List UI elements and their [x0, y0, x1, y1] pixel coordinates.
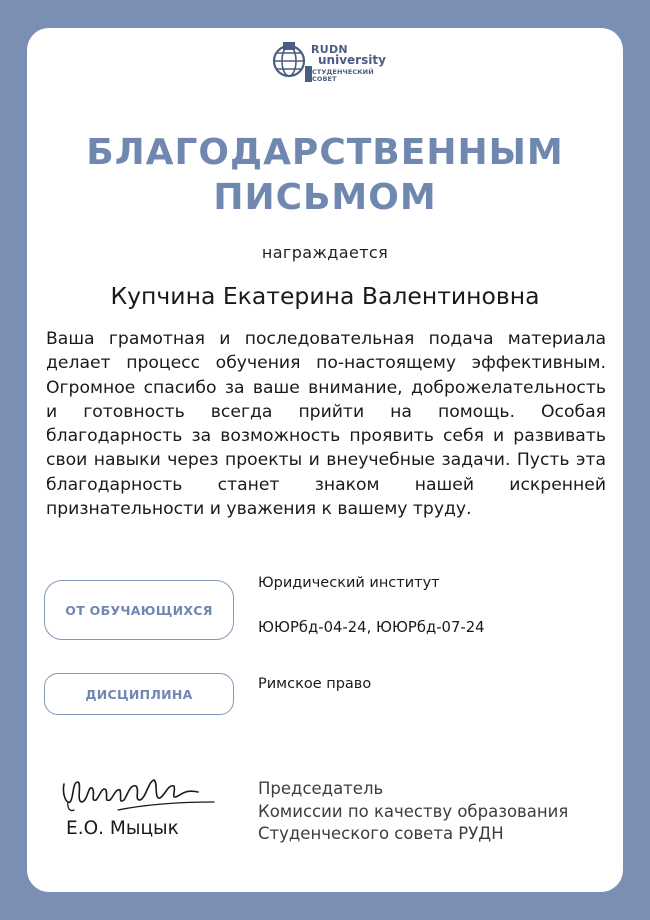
logo-university-text: university — [318, 53, 386, 67]
rudn-student-council-logo — [270, 40, 386, 86]
signatory-position — [258, 778, 618, 846]
student-groups: ЮЮРбд-04-24, ЮЮРбд-07-24 — [258, 619, 485, 636]
position-line2: Комиссии по качеству образования — [258, 801, 569, 821]
globe-emblem-icon — [270, 40, 314, 84]
institute-name: Юридический институт — [258, 575, 440, 591]
position-line3: Студенческого совета РУДН — [258, 824, 504, 843]
recipient-name: Купчина Екатерина Валентиновна — [110, 282, 540, 310]
discipline-name: Римское право — [258, 676, 372, 692]
awarded-label: награждается — [261, 243, 389, 262]
title-line1: БЛАГОДАРСТВЕННЫМ — [86, 132, 564, 173]
position-line1: Председатель — [258, 779, 384, 798]
certificate-title — [0, 130, 650, 220]
discipline-badge — [44, 673, 234, 715]
from-students-label: ОТ ОБУЧАЮЩИХСЯ — [65, 602, 213, 618]
discipline-label: ДИСЦИПЛИНА — [85, 686, 193, 702]
logo-council-line2: СОВЕТ — [312, 75, 337, 83]
from-students-badge — [44, 580, 234, 640]
logo-council-line1: СТУДЕНЧЕСКИЙ — [312, 68, 374, 76]
signatory-name: Е.О. Мыцык — [66, 818, 179, 839]
logo-council-text — [312, 69, 372, 83]
gratitude-text: Ваша грамотная и последовательная подача материала делает процесс обучения по-настоящему эффективным. Огромное спасибо за ваше внимание, доброжелательность и готовность всегда прийти на помощь. Особая благодарность за возможность проявить себя и развивать свои навыки через проекты и внеучебные задачи. Пусть эта благодарность станет знаком нашей искренней признательности и уважения к вашему труду. — [46, 329, 606, 520]
logo-rudn-text: RUDN — [311, 43, 348, 56]
title-line2: ПИСЬМОМ — [213, 177, 437, 218]
handwritten-signature — [58, 772, 218, 818]
